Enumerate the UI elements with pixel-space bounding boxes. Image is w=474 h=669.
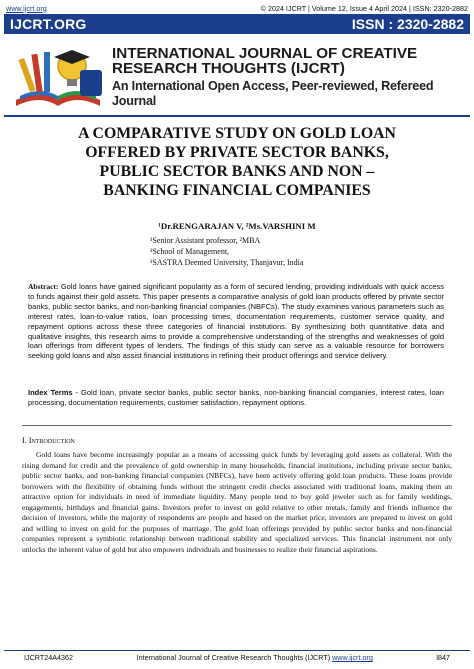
paper-authors: ¹Dr.RENGARAJAN V, ²Ms.VARSHINI M: [158, 221, 316, 231]
article-id: IJCRT24A4362: [24, 653, 74, 662]
title-line: OFFERED BY PRIVATE SECTOR BANKS,: [85, 144, 389, 161]
journal-name-line1: INTERNATIONAL JOURNAL OF CREATIVE: [112, 45, 418, 62]
header-rule: [4, 115, 470, 117]
paper-title: [12, 124, 462, 200]
section-divider: [22, 425, 452, 426]
introduction-paragraph: Gold loans have become increasingly popular as a means of accessing quick funds by leveraging gold assets as collateral. With the rising demand for credit and the prevalence of gold ownership in many households, financial institutions, including private sector banks, public sector banks, and non-banking financial companies (NBFCs), have been actively offering gold loan products. These loans provide borrowers with the flexibility of obtaining funds without the stringent credit checks associated with traditional loans, making them an attractive option for individuals in need of immediate liquidity. Many people tend to buy gold jeweler such as for family weddings, engagements, birthdays and financial gains. Investors prefer to invest on gold relative to other metals, family and friends influence the decision of investors, while the majority of respondents are people and based on the market price, investors are prepared to invest on gold and willing to invest on gold for the purposes of marriage. The gold loan offerings provided by public sector banks and non-financial companies represent a symbiotic relationship between traditional stability and specialized services. This financial instrument not only unlocks the inherent value of gold but also empowers individuals and businesses to realize their financial aspirations.: [22, 450, 452, 554]
author-affiliations: [150, 235, 303, 269]
abstract: [28, 282, 444, 361]
title-line: A COMPARATIVE STUDY ON GOLD LOAN: [78, 125, 396, 142]
section-number: I.: [22, 436, 27, 445]
journal-url-link[interactable]: www.ijcrt.org: [6, 3, 47, 13]
title-line: PUBLIC SECTOR BANKS AND NON –: [99, 163, 375, 180]
abstract-text: Gold loans have gained significant popularity as a form of secured lending, providing individuals with quick access to funds against their gold assets. This paper presents a comparative analysis of gold loan products offered by private sector banks, public sector banks, and non-banking financial companies (NBFCs). The study examines various parameters such as interest rates, loan-to-value ratios, loan processing times, documentation requirements, customer service quality, and repayment options across these three categories of financial institutions. By synthesizing both quantitative data and qualitative insights, this research aims to provide a comprehensive understanding of the strengths and weaknesses of gold loan offerings from different types of lenders. The findings of this study can serve as a valuable resource for borrowers seeking gold loans and also assist financial institutions in refining their product offerings and service delivery.: [28, 282, 444, 361]
title-line: BANKING FINANCIAL COMPANIES: [103, 182, 371, 199]
footer-rule: [4, 650, 470, 651]
section-title: Introduction: [28, 436, 75, 445]
journal-banner: [4, 14, 470, 34]
banner-site-name: IJCRT.ORG: [10, 16, 87, 32]
top-meta-line: [6, 2, 468, 14]
logo-pencils-icon: [18, 52, 50, 92]
issue-info: © 2024 IJCRT | Volume 12, Issue 4 April 2024 | ISSN: 2320-2882: [260, 3, 468, 13]
section-heading: [22, 436, 75, 445]
footer-journal-url[interactable]: www.ijcrt.org: [332, 653, 373, 662]
journal-name-line2: RESEARCH THOUGHTS (IJCRT): [112, 60, 345, 77]
affiliation-line: ¹SASTRA Deemed University, Thanjavur, India: [150, 258, 304, 268]
page-number: l847: [436, 653, 450, 662]
index-terms-text: - Gold loan, private sector banks, public sector banks, non-banking financial companies, interest rates, loan processing, documentation requirements, customer satisfaction, repayment options.: [28, 388, 444, 407]
journal-subtitle: An International Open Access, Peer-reviewed, Refereed Journal: [112, 79, 434, 108]
affiliation-line: ¹School of Management,: [150, 247, 230, 257]
index-terms-label: Index Terms: [28, 388, 73, 397]
footer-journal-name: International Journal of Creative Research Thoughts (IJCRT): [136, 653, 331, 662]
banner-issn: ISSN : 2320-2882: [351, 16, 464, 32]
affiliation-line: ¹Senior Assistant professor, ²MBA: [150, 236, 261, 245]
index-terms: [28, 388, 444, 408]
logo-badge-icon: [80, 70, 102, 96]
abstract-label: Abstract:: [28, 282, 59, 291]
journal-logo: [10, 40, 106, 116]
footer-journal: [137, 653, 373, 662]
page-footer: [24, 653, 450, 662]
journal-heading: [112, 46, 468, 109]
